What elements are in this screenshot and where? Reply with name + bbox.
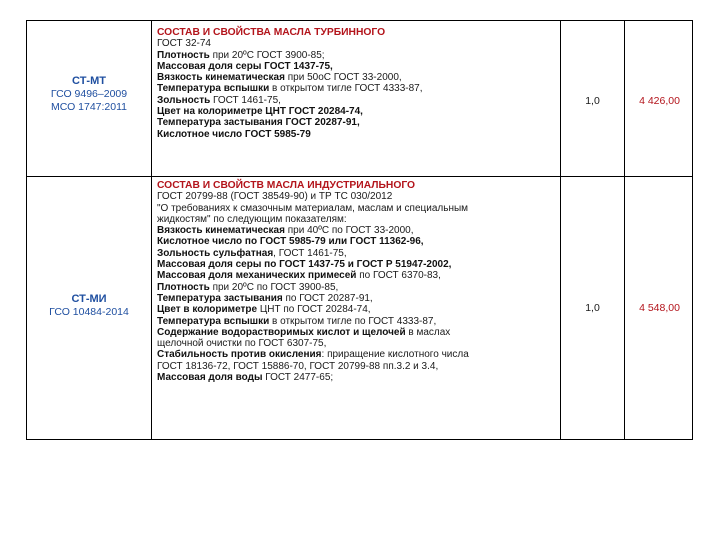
spec-line <box>157 203 557 214</box>
spec-line-bold: Плотность <box>157 49 210 61</box>
spec-line-text: при 20ºС ГОСТ 3900-85; <box>209 49 325 61</box>
spec-line <box>157 259 557 270</box>
spec-line-text: "О требованиях к смазочным материалам, маслам и специальным <box>157 202 469 214</box>
spec-line <box>157 338 557 349</box>
quantity-cell: 1,0 <box>585 302 600 314</box>
product-description <box>157 27 557 140</box>
spec-line <box>157 38 557 49</box>
spec-line-bold: Кислотное число по ГОСТ 5985-79 или ГОСТ 11362-96, <box>157 236 424 248</box>
spec-line-text: при 20ºС по ГОСТ 3900-85, <box>209 281 339 293</box>
spec-line <box>157 372 557 383</box>
spec-line-bold: Вязкость кинематическая <box>157 72 285 84</box>
spec-line-bold: Цвет на колориметре ЦНТ ГОСТ 20284-74, <box>157 106 363 118</box>
spec-line <box>157 83 557 94</box>
spec-line-bold: Вязкость кинематическая <box>157 225 285 237</box>
product-reference: ГСО 10484-2014 <box>49 306 129 318</box>
spec-line <box>157 61 557 72</box>
product-code: СТ-МИ <box>71 293 107 305</box>
spec-line-bold: Массовая доля механических примесей <box>157 270 357 282</box>
spec-line <box>157 248 557 259</box>
spec-line-text: ЦНТ по ГОСТ 20284-74, <box>257 304 371 316</box>
quantity-cell: 1,0 <box>585 95 600 107</box>
spec-line-text: : приращение кислотного числа <box>321 349 469 361</box>
product-description <box>157 180 557 383</box>
spec-line <box>157 95 557 106</box>
price-cell: 4 548,00 <box>639 302 680 314</box>
spec-line <box>157 50 557 61</box>
spec-line-bold: Зольность сульфатная <box>157 247 274 259</box>
spec-line-bold: Стабильность против окисления <box>157 349 322 361</box>
spec-line <box>157 214 557 225</box>
spec-line-text: при 50оС ГОСТ 33-2000, <box>284 72 402 84</box>
column-divider <box>151 177 152 439</box>
spec-line-text: по ГОСТ 6370-83, <box>356 270 441 282</box>
spec-line-bold: Массовая доля воды <box>157 372 263 384</box>
column-divider <box>151 21 152 176</box>
spec-line-bold: Содержание водорастворимых кислот и щелочей <box>157 326 406 338</box>
description-title: СОСТАВ И СВОЙСТВА МАСЛА ТУРБИННОГО <box>157 27 386 38</box>
spec-line-bold: Зольность <box>157 94 211 106</box>
spec-line-text: жидкостям" по следующим показателям: <box>157 213 347 225</box>
table-row <box>26 20 693 177</box>
spec-line <box>157 361 557 372</box>
product-reference: МСО 1747:2011 <box>50 101 128 113</box>
spec-line-text: ГОСТ 20799-88 (ГОСТ 38549-90) и ТР ТС 030/2012 <box>157 191 393 203</box>
spec-line-bold: Температура застывания ГОСТ 20287-91, <box>157 117 360 129</box>
price-cell: 4 426,00 <box>639 95 680 107</box>
spec-line-text: в маслах <box>405 326 451 338</box>
spec-line <box>157 225 557 236</box>
price-table <box>26 20 693 440</box>
spec-line-text: в открытом тигле по ГОСТ 4333-87, <box>269 315 437 327</box>
spec-line-bold: Цвет в колориметре <box>157 304 258 316</box>
product-name-cell <box>27 75 151 114</box>
spec-line <box>157 304 557 315</box>
description-title: СОСТАВ И СВОЙСТВ МАСЛА ИНДУСТРИАЛЬНОГО <box>157 180 416 191</box>
spec-line <box>157 293 557 304</box>
spec-line <box>157 72 557 83</box>
spec-line <box>157 106 557 117</box>
product-code: СТ-МТ <box>72 75 106 87</box>
spec-line-text: ГОСТ 32-74 <box>157 38 211 50</box>
spec-line-bold: Температура вспышки <box>157 315 270 327</box>
spec-line-text: по ГОСТ 20287-91, <box>282 292 373 304</box>
spec-line-bold: Кислотное число ГОСТ 5985-79 <box>157 128 311 140</box>
spec-line <box>157 191 557 202</box>
spec-line-bold: Массовая доля серы ГОСТ 1437-75, <box>157 60 333 72</box>
spec-line <box>157 270 557 281</box>
spec-line-bold: Массовая доля серы по ГОСТ 1437-75 и ГОСТ Р 51947-2002, <box>157 259 452 271</box>
spec-line-text: в открытом тигле ГОСТ 4333-87, <box>269 83 423 95</box>
table-row <box>26 177 693 440</box>
spec-line-text: ГОСТ 1461-75, <box>210 94 281 106</box>
spec-line <box>157 236 557 247</box>
spec-line-text: при 40ºС по ГОСТ 33-2000, <box>284 225 414 237</box>
spec-line-text: ГОСТ 2477-65; <box>262 372 334 384</box>
spec-line <box>157 349 557 360</box>
spec-line-text: ГОСТ 18136-72, ГОСТ 15886-70, ГОСТ 20799-88 пп.3.2 и 3.4, <box>157 360 439 372</box>
spec-line <box>157 117 557 128</box>
product-name-cell <box>27 293 151 319</box>
spec-line-bold: Температура вспышки <box>157 83 270 95</box>
spec-line <box>157 316 557 327</box>
spec-line-text: , ГОСТ 1461-75, <box>273 247 347 259</box>
spec-line-bold: Температура застывания <box>157 292 283 304</box>
spec-line-text: щелочной очистки по ГОСТ 6307-75, <box>157 338 327 350</box>
product-reference: ГСО 9496–2009 <box>50 88 128 100</box>
spec-line <box>157 129 557 140</box>
spec-line <box>157 327 557 338</box>
spec-line <box>157 282 557 293</box>
spec-line-bold: Плотность <box>157 281 210 293</box>
